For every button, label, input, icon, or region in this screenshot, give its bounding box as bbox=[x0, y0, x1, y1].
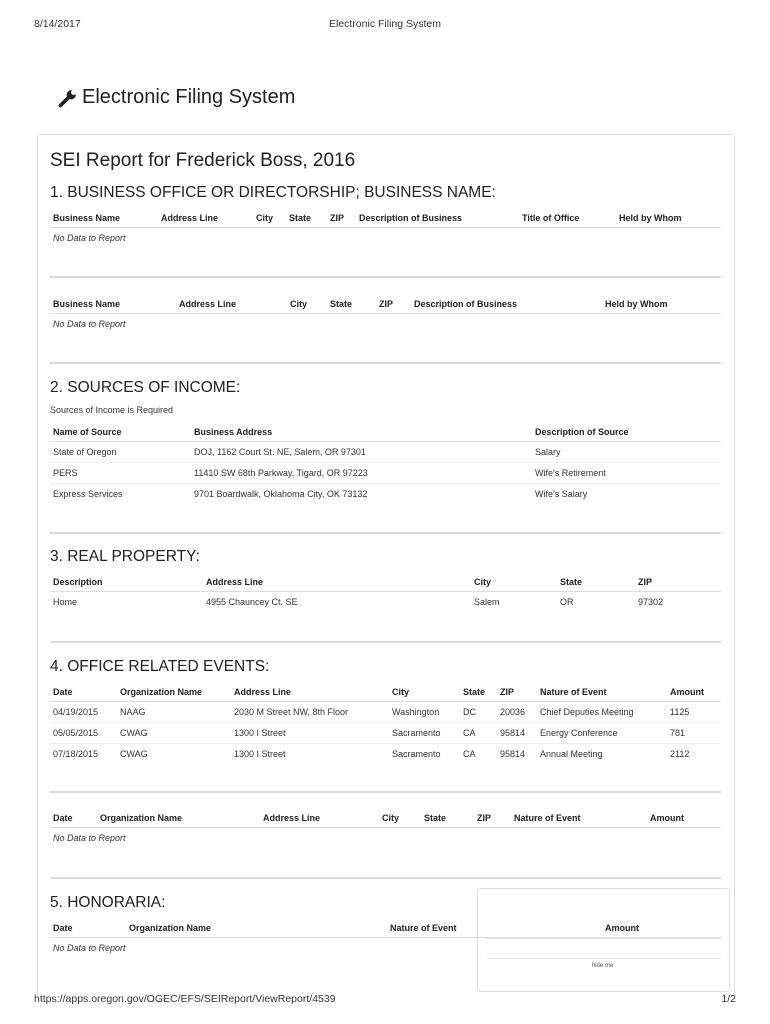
cell-source-name: State of Oregon bbox=[50, 442, 191, 463]
table-header-row bbox=[50, 918, 721, 938]
col-city: City bbox=[471, 572, 557, 592]
section-business-title: 1. BUSINESS OFFICE OR DIRECTORSHIP; BUSINESS NAME: bbox=[50, 184, 496, 201]
cell-amount: 1125 bbox=[667, 702, 721, 723]
col-description: Description bbox=[50, 572, 203, 592]
table-row bbox=[50, 442, 721, 463]
cell-description: Wife's Retirement bbox=[532, 463, 721, 484]
cell-zip: 95814 bbox=[497, 723, 537, 744]
col-business-name: Business Name bbox=[50, 208, 158, 228]
col-name-of-source: Name of Source bbox=[50, 422, 191, 442]
col-address-line: Address Line bbox=[260, 808, 379, 828]
cell-address-line: 1300 I Street bbox=[231, 723, 389, 744]
section-honoraria-title: 5. HONORARIA: bbox=[50, 894, 166, 911]
col-organization-name: Organization Name bbox=[97, 808, 260, 828]
table-row bbox=[50, 744, 721, 765]
cell-zip: 95814 bbox=[500, 749, 526, 759]
wrench-icon bbox=[58, 88, 78, 108]
cell-description: Home bbox=[53, 597, 78, 607]
cell-business-address: DOJ, 1162 Court St. NE, Salem, OR 97301 bbox=[191, 442, 532, 463]
table-header-row bbox=[50, 208, 721, 228]
income-required-note: Sources of Income is Required bbox=[50, 405, 174, 415]
empty-message: No Data to Report bbox=[53, 943, 126, 953]
table-row bbox=[50, 828, 721, 849]
cell-zip: 97302 bbox=[638, 597, 664, 607]
col-amount: Amount bbox=[667, 682, 721, 702]
cell-source-name: PERS bbox=[50, 463, 191, 484]
cell-city: Sacramento bbox=[389, 723, 460, 744]
empty-message: No Data to Report bbox=[53, 319, 126, 329]
table-row bbox=[50, 228, 721, 249]
cell-organization: NAAG bbox=[117, 702, 231, 723]
section-property-title: 3. REAL PROPERTY: bbox=[50, 548, 200, 565]
cell-address-line: 2030 M Street NW, 8th Floor bbox=[231, 702, 389, 723]
business-table-a bbox=[50, 208, 721, 248]
col-state: State bbox=[460, 682, 497, 702]
section-events-title: 4. OFFICE RELATED EVENTS: bbox=[50, 658, 270, 675]
col-address-line: Address Line bbox=[158, 208, 253, 228]
table-header-row bbox=[50, 682, 721, 702]
col-zip: ZIP bbox=[497, 682, 537, 702]
cell-business-address: 11410 SW 68th Parkway, Tigard, OR 97223 bbox=[191, 463, 532, 484]
section-divider bbox=[50, 641, 721, 643]
cell-address-line: 1300 I Street bbox=[234, 749, 286, 759]
box-divider bbox=[486, 958, 721, 959]
col-state: State bbox=[421, 808, 474, 828]
col-address-line: Address Line bbox=[231, 682, 389, 702]
cell-date: 04/19/2015 bbox=[50, 702, 117, 723]
cell-nature-of-event: Chief Deputies Meeting bbox=[537, 702, 667, 723]
col-nature-of-event: Nature of Event bbox=[537, 682, 667, 702]
cell-amount: 2112 bbox=[670, 749, 690, 759]
col-held-by-whom: Held by Whom bbox=[616, 208, 721, 228]
events-table-a bbox=[50, 682, 721, 764]
cell-state: OR bbox=[560, 597, 574, 607]
hide-me-link[interactable]: hide me bbox=[591, 963, 614, 969]
print-footer bbox=[34, 993, 736, 1007]
col-state: State bbox=[286, 208, 327, 228]
print-url: https://apps.oregon.gov/OGEC/EFS/SEIReport/ViewReport/4539 bbox=[34, 993, 336, 1005]
app-brand[interactable] bbox=[58, 86, 295, 109]
table-header-row bbox=[50, 294, 721, 314]
col-description-of-source: Description of Source bbox=[532, 422, 721, 442]
table-row bbox=[50, 938, 721, 959]
report-title: SEI Report for Frederick Boss, 2016 bbox=[50, 150, 356, 171]
property-table bbox=[50, 572, 721, 612]
business-table-b bbox=[50, 294, 721, 334]
cell-city: Salem bbox=[474, 597, 500, 607]
col-description-of-business: Description of Business bbox=[356, 208, 519, 228]
cell-zip: 20036 bbox=[497, 702, 537, 723]
cell-city: Sacramento bbox=[392, 749, 441, 759]
table-row bbox=[50, 592, 721, 613]
cell-amount: 781 bbox=[667, 723, 721, 744]
section-divider bbox=[50, 362, 721, 364]
print-page-number: 1/2 bbox=[721, 993, 736, 1005]
cell-date: 07/18/2015 bbox=[53, 749, 99, 759]
col-zip: ZIP bbox=[327, 208, 356, 228]
col-nature-of-event: Nature of Event bbox=[387, 918, 602, 938]
cell-organization: CWAG bbox=[120, 749, 148, 759]
print-date: 8/14/2017 bbox=[34, 18, 81, 30]
table-header-row bbox=[50, 572, 721, 592]
col-zip: ZIP bbox=[635, 572, 721, 592]
cell-address-line: 4955 Chauncey Ct. SE bbox=[206, 597, 298, 607]
table-row bbox=[50, 702, 721, 723]
print-header bbox=[34, 18, 736, 32]
print-title: Electronic Filing System bbox=[328, 18, 442, 30]
honoraria-table bbox=[50, 918, 721, 958]
cell-source-name: Express Services bbox=[53, 489, 123, 499]
app-title: Electronic Filing System bbox=[82, 86, 296, 108]
col-city: City bbox=[287, 294, 327, 314]
empty-message: No Data to Report bbox=[53, 233, 126, 243]
table-header-row bbox=[50, 422, 721, 442]
section-divider bbox=[50, 276, 721, 278]
table-row bbox=[50, 463, 721, 484]
col-title-of-office: Title of Office bbox=[519, 208, 616, 228]
col-business-address: Business Address bbox=[191, 422, 532, 442]
col-city: City bbox=[253, 208, 286, 228]
col-city: City bbox=[379, 808, 421, 828]
cell-state: CA bbox=[460, 723, 497, 744]
col-address-line: Address Line bbox=[203, 572, 471, 592]
events-table-b bbox=[50, 808, 721, 848]
table-row bbox=[50, 314, 721, 335]
col-city: City bbox=[389, 682, 460, 702]
col-organization-name: Organization Name bbox=[126, 918, 387, 938]
col-organization-name: Organization Name bbox=[117, 682, 231, 702]
col-zip: ZIP bbox=[376, 294, 411, 314]
col-description-of-business: Description of Business bbox=[411, 294, 602, 314]
income-table bbox=[50, 422, 721, 504]
col-date: Date bbox=[50, 808, 97, 828]
cell-nature-of-event: Energy Conference bbox=[537, 723, 667, 744]
col-held-by-whom: Held by Whom bbox=[602, 294, 721, 314]
cell-city: Washington bbox=[389, 702, 460, 723]
col-amount: Amount bbox=[602, 918, 721, 938]
cell-description: Wife's Salary bbox=[535, 489, 588, 499]
cell-business-address: 9701 Boardwalk, Oklahoma City, OK 73132 bbox=[194, 489, 368, 499]
cell-state: CA bbox=[463, 749, 476, 759]
section-divider bbox=[50, 532, 721, 534]
table-header-row bbox=[50, 808, 721, 828]
cell-nature-of-event: Annual Meeting bbox=[540, 749, 603, 759]
col-amount: Amount bbox=[647, 808, 721, 828]
col-date: Date bbox=[50, 682, 117, 702]
cell-date: 05/05/2015 bbox=[50, 723, 117, 744]
cell-organization: CWAG bbox=[117, 723, 231, 744]
col-address-line: Address Line bbox=[176, 294, 287, 314]
table-row bbox=[50, 723, 721, 744]
col-date: Date bbox=[50, 918, 126, 938]
col-nature-of-event: Nature of Event bbox=[511, 808, 647, 828]
cell-description: Salary bbox=[532, 442, 721, 463]
table-row bbox=[50, 484, 721, 505]
empty-message: No Data to Report bbox=[53, 833, 126, 843]
col-state: State bbox=[327, 294, 376, 314]
section-divider bbox=[50, 877, 721, 879]
col-zip: ZIP bbox=[474, 808, 511, 828]
section-divider bbox=[50, 791, 721, 793]
cell-state: DC bbox=[460, 702, 497, 723]
col-business-name: Business Name bbox=[50, 294, 176, 314]
section-income-title: 2. SOURCES OF INCOME: bbox=[50, 379, 241, 396]
col-state: State bbox=[557, 572, 635, 592]
